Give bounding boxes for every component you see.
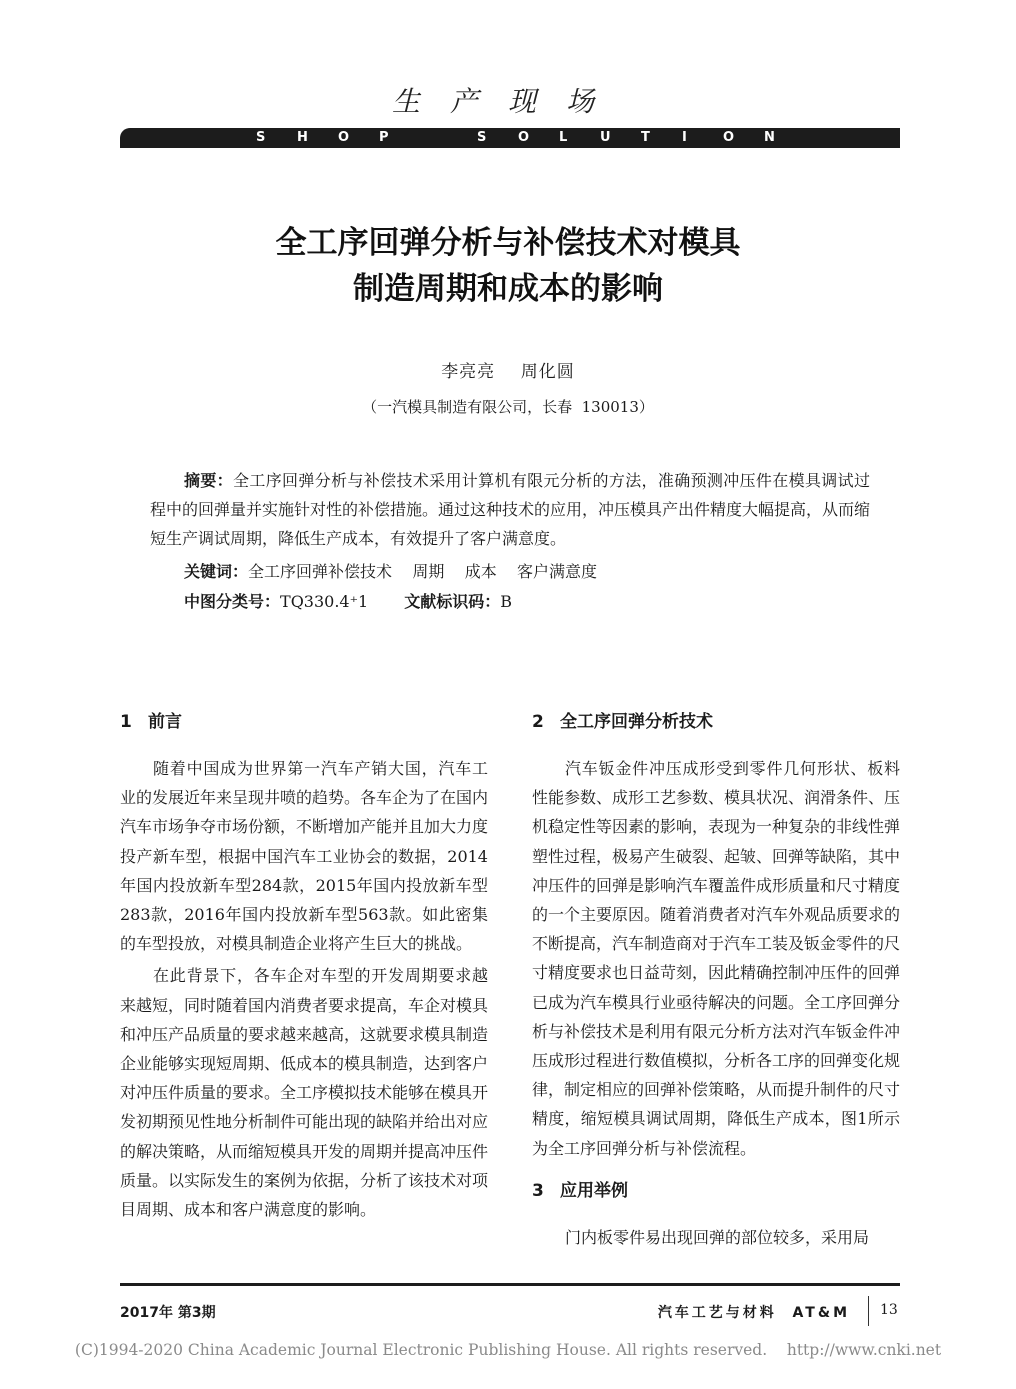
banner-letter: U [600,130,611,145]
section-title: 前言 [148,712,182,732]
banner-letter: T [641,130,650,145]
paragraph: 随着中国成为世界第一汽车产销大国，汽车工业的发展近年来呈现井喷的趋势。各车企为了在国内汽车市场争夺市场份额，不断增加产能并且加大力度投产新车型，根据中国汽车工业协会的数据，2014年国内投放新车型284款，2015年国内投放新车型283款，2016年国内投放新车型563款。如此密集的车型投放，对模具制造企业将产生巨大的挑战。 [120,759,489,954]
banner-letter: P [379,130,389,145]
abstract-text: 全工序回弹分析与补偿技术采用计算机有限元分析的方法，准确预测冲压件在模具调试过程中的回弹量并实施针对性的补偿措施。通过这种技术的应用，冲压模具产出件精度大幅提高，从而缩短生产调试周期，降低生产成本，有效提升了客户满意度。 [150,471,871,548]
affiliation: （一汽模具制造有限公司，长春 130013） [362,398,654,416]
banner-letter: S [477,130,487,145]
banner-letter: H [297,130,308,145]
banner-letter: O [338,130,350,145]
keywords [184,558,874,586]
banner-letter: I [682,130,687,145]
issue-label: 2017年 第3期 [120,1305,216,1321]
section-number: 3 [532,1180,544,1201]
banner-letter: O [518,130,530,145]
doc-code-label: 文献标识码： [404,592,501,611]
banner-letter: S [256,130,266,145]
keywords-label: 关键词： [184,562,249,581]
section-number: 2 [532,712,544,732]
keywords-text: 全工序回弹补偿技术 周期 成本 客户满意度 [248,562,598,581]
authors: 李亮亮 周化圆 [441,362,575,382]
right-column [532,708,900,1255]
section-heading-3 [532,1177,900,1205]
title-line-1: 全工序回弹分析与补偿技术对模具 [275,225,741,261]
doc-code-value: B [500,592,513,611]
section-title: 全工序回弹分析技术 [560,712,713,732]
article-title [0,220,1016,312]
paragraph: 门内板零件易出现回弹的部位较多，采用局 [565,1227,870,1247]
banner-text [120,128,900,148]
paragraph: 在此背景下，各车企对车型的开发周期要求越来越短，同时随着国内消费者要求提高，车企对模具和冲压产品质量的要求越来越高，这就要求模具制造企业能够实现短周期、低成本的模具制造，达到客户对冲压件质量的要求。全工序模拟技术能够在模具开发初期预见性地分析制件可能出现的缺陷并给出对应的解决策略，从而缩短模具开发的周期并提高冲压件质量。以实际发生的案例为依据，分析了该技术对项目周期、成本和客户满意度的影响。 [120,966,489,1220]
abstract [150,466,870,553]
paragraph: 汽车钣金件冲压成形受到零件几何形状、板料性能参数、成形工艺参数、模具状况、润滑条件、压机稳定性等因素的影响，表现为一种复杂的非线性弹塑性过程，极易产生破裂、起皱、回弹等缺陷，其中冲压件的回弹是影响汽车覆盖件成形质量和尺寸精度的一个主要原因。随着消费者对汽车外观品质要求的不断提高，汽车制造商对于汽车工装及钣金零件的尺寸精度要求也日益苛刻，因此精确控制冲压件的回弹已成为汽车模具行业亟待解决的问题。全工序回弹分析与补偿技术是利用有限元分析方法对汽车钣金件冲压成形过程进行数值模拟，分析各工序的回弹变化规律，制定相应的回弹补偿策略，从而提升制件的尺寸精度，缩短模具调试周期，降低生产成本，图1所示为全工序回弹分析与补偿流程。 [532,759,901,1158]
class-value: TQ330.4⁺1 [280,592,369,611]
banner-letter: N [764,130,775,145]
classification-line [184,588,874,616]
section-number: 1 [120,712,132,732]
left-column [120,708,488,1227]
page-number: 13 [880,1302,898,1318]
section-title: 应用举例 [560,1180,628,1201]
journal-name: 汽车工艺与材料 AT&M [657,1305,850,1321]
footer-divider [868,1296,869,1326]
section-header: 生产现场 [391,85,624,118]
footer-rule [120,1283,900,1286]
abstract-label: 摘要： [184,471,234,490]
section-heading-2 [532,708,900,736]
banner-letter: O [723,130,735,145]
class-label: 中图分类号： [184,592,281,611]
section-heading-1 [120,708,488,736]
banner-letter: L [559,130,568,145]
copyright-notice: (C)1994-2020 China Academic Journal Electronic Publishing House. All rights reserved. http://www.cnki.net [74,1341,942,1359]
title-line-2: 制造周期和成本的影响 [353,271,663,307]
